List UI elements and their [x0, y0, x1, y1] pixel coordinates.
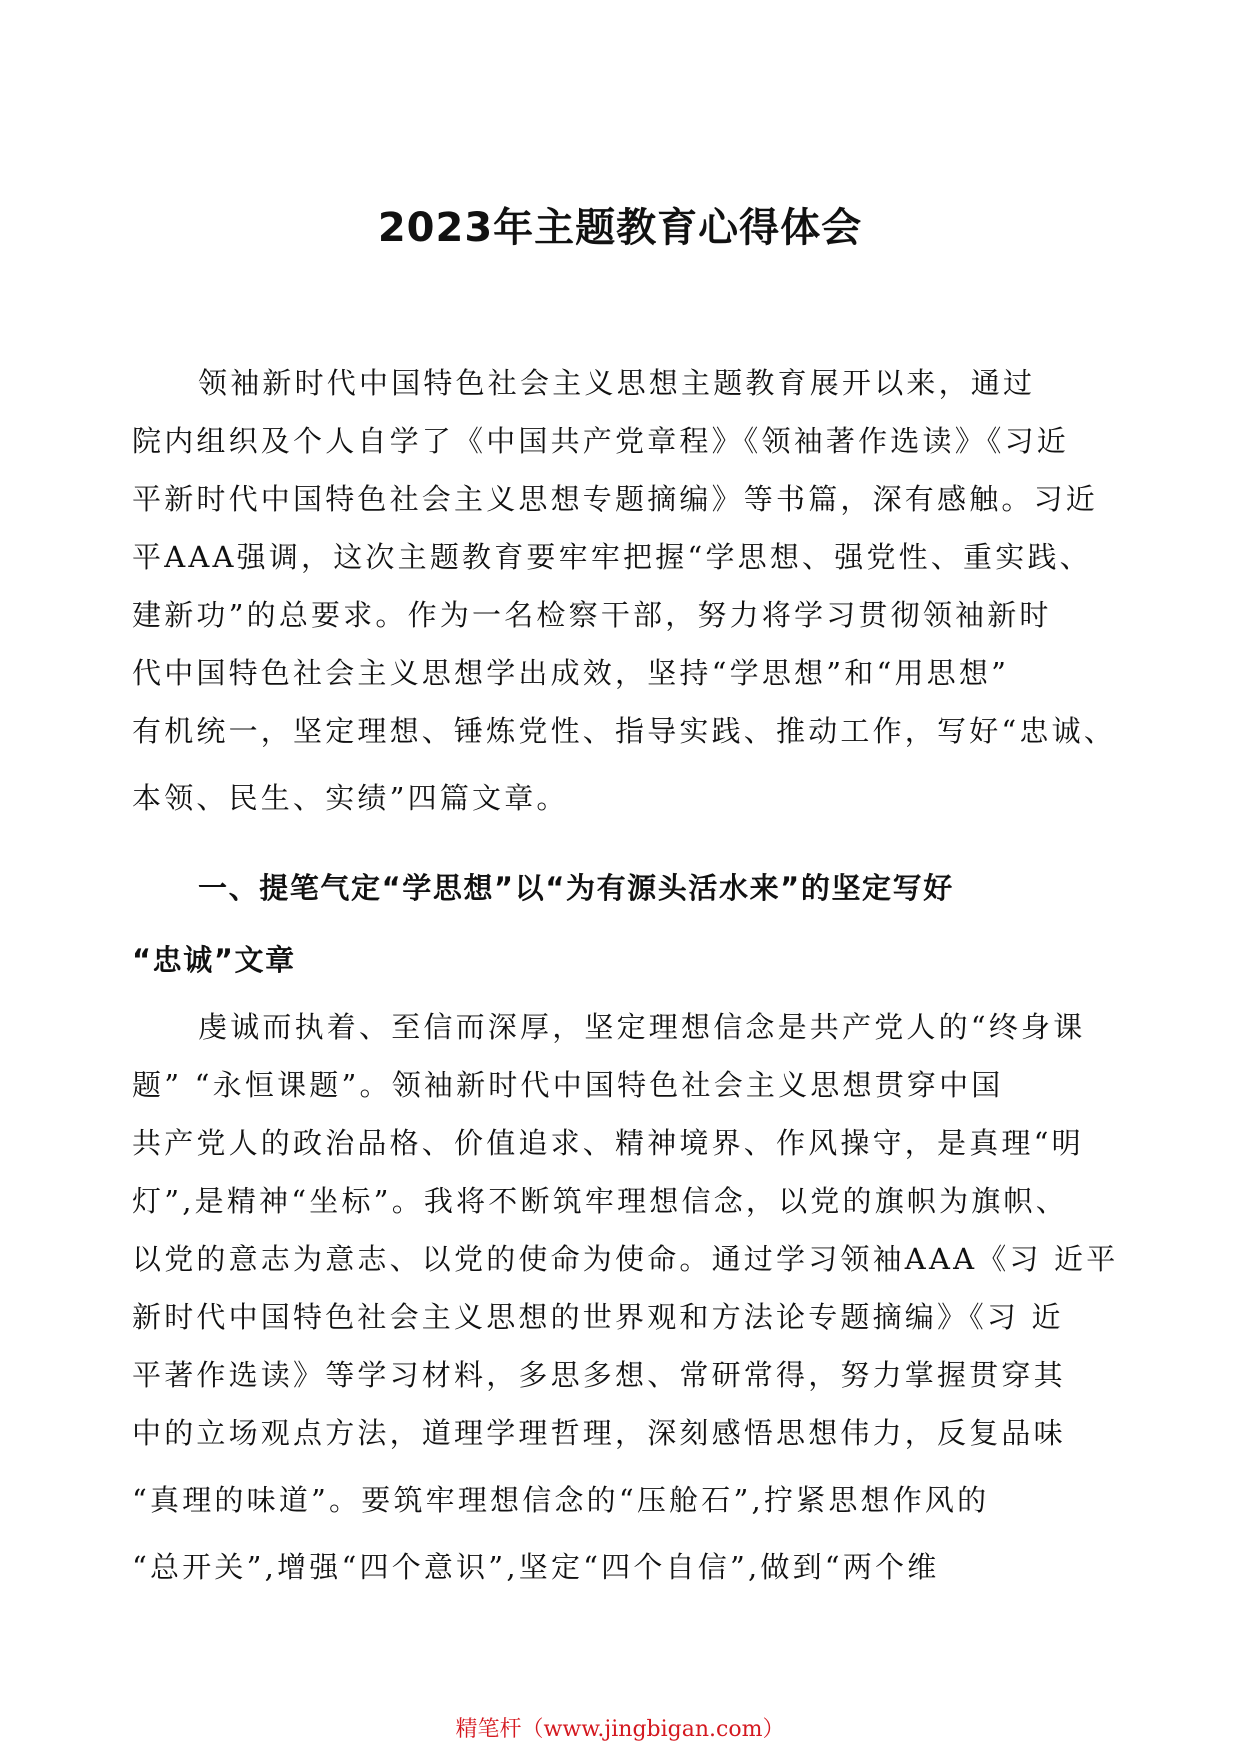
- paragraph-line: 领袖新时代中国特色社会主义思想主题教育展开以来，通过: [198, 366, 1036, 400]
- paragraph-line: 有机统一，坚定理想、锤炼党性、指导实践、推动工作，写好“忠诚、: [132, 714, 1117, 748]
- paragraph-line: 代中国特色社会主义思想学出成效，坚持“学思想”和“用思想”: [132, 656, 1010, 690]
- paragraph-line: “总开关”,增强“四个意识”,坚定“四个自信”,做到“两个维: [132, 1550, 940, 1584]
- paragraph-line: 平著作选读》等学习材料，多思多想、常研常得，努力掌握贯穿其: [132, 1358, 1066, 1392]
- paragraph-line: 平AAA强调，这次主题教育要牢牢把握“学思想、强党性、重实践、: [132, 540, 1092, 574]
- section-heading: [132, 852, 1108, 996]
- paragraph-line: 虔诚而执着、至信而深厚，坚定理想信念是共产党人的“终身课: [198, 1010, 1086, 1044]
- paragraph-line: 本领、民生、实绩”四篇文章。: [132, 781, 569, 815]
- paragraph-line: 平新时代中国特色社会主义思想专题摘编》等书篇，深有感触。习近: [132, 482, 1099, 516]
- paragraph-line: 以党的意志为意志、以党的使命为使命。通过学习领袖AAA《习 近平: [132, 1242, 1119, 1276]
- paragraph-line: 新时代中国特色社会主义思想的世界观和方法论专题摘编》《习 近: [132, 1300, 1064, 1334]
- document-title: 2023年主题教育心得体会: [377, 205, 863, 251]
- intro-paragraph: [132, 354, 1117, 836]
- footer-watermark: 精笔杆（www.jingbigan.com）: [455, 1717, 785, 1742]
- paragraph-line: 建新功”的总要求。作为一名检察干部，努力将学习贯彻领袖新时: [132, 598, 1052, 632]
- paragraph-line: “真理的味道”。要筑牢理想信念的“压舱石”,拧紧思想作风的: [132, 1483, 990, 1517]
- paragraph-line: 中的立场观点方法，道理学理哲理，深刻感悟思想伟力，反复品味: [132, 1416, 1066, 1450]
- section-paragraph: [132, 998, 1119, 1596]
- section-heading-line: 一、提笔气定“学思想”以“为有源头活水来”的坚定写好: [198, 871, 954, 905]
- paragraph-line: 院内组织及个人自学了《中国共产党章程》《领袖著作选读》《习近: [132, 424, 1070, 458]
- section-heading-line: “忠诚”文章: [132, 943, 296, 977]
- paragraph-line: 共产党人的政治品格、价值追求、精神境界、作风操守，是真理“明: [132, 1126, 1084, 1160]
- paragraph-line: 灯”,是精神“坐标”。我将不断筑牢理想信念，以党的旗帜为旗帜、: [132, 1184, 1068, 1218]
- paragraph-line: 题” “永恒课题”。领袖新时代中国特色社会主义思想贯穿中国: [132, 1068, 1004, 1102]
